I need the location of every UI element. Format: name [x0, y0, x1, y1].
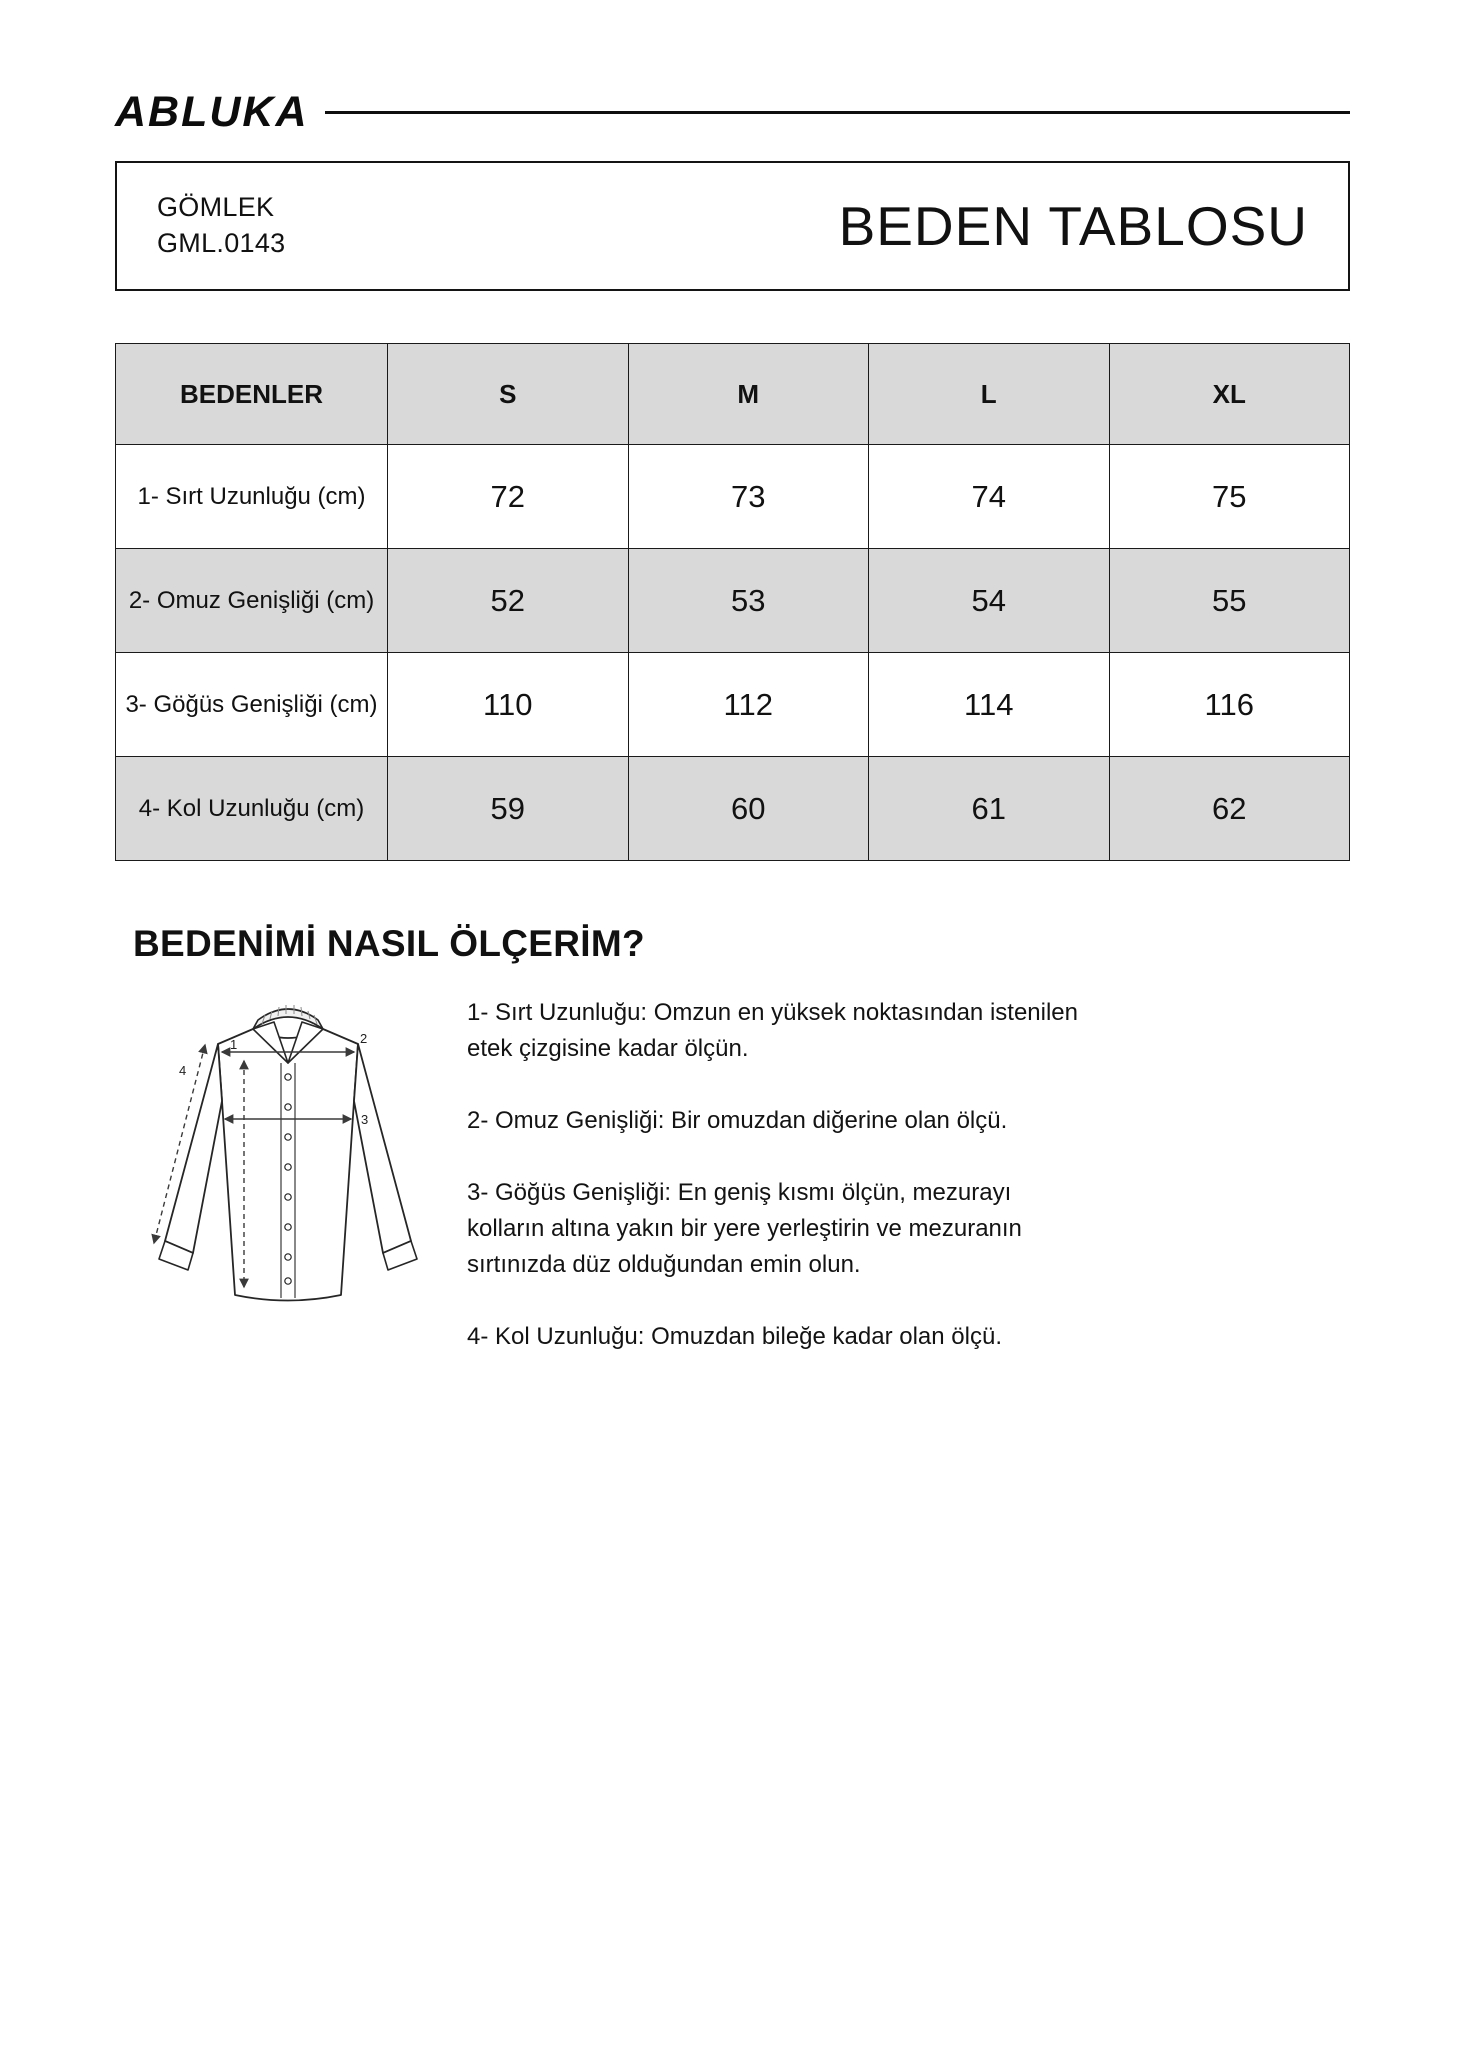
diagram-label-2: 2	[360, 1031, 368, 1046]
instruction-chest-width: 3- Göğüs Genişliği: En geniş kısmı ölçün, mezurayı kolların altına yakın bir yere yerleştirin ve mezuranın sırtınızda düz olduğundan emin olun.	[467, 1179, 1022, 1278]
header-size-xl: XL	[1109, 344, 1350, 445]
cell-value: 55	[1109, 549, 1350, 653]
cell-value: 73	[628, 445, 869, 549]
shirt-illustration	[123, 989, 453, 1319]
header-size-m: M	[628, 344, 869, 445]
brand-logo: ABLUKA	[115, 88, 309, 136]
product-info	[157, 190, 285, 261]
table-row	[116, 549, 1350, 653]
cell-value: 59	[388, 757, 629, 861]
page-title: BEDEN TABLOSU	[838, 195, 1308, 257]
row-label-back-length: 1- Sırt Uzunluğu (cm)	[116, 445, 388, 549]
cell-value: 72	[388, 445, 629, 549]
table-header-row	[116, 344, 1350, 445]
cell-value: 116	[1109, 653, 1350, 757]
measure-instructions	[467, 989, 1087, 1391]
diagram-label-3: 3	[361, 1112, 369, 1127]
table-row	[116, 757, 1350, 861]
row-label-sleeve-length: 4- Kol Uzunluğu (cm)	[116, 757, 388, 861]
header-rule	[325, 111, 1350, 114]
cell-value: 110	[388, 653, 629, 757]
cell-value: 61	[869, 757, 1110, 861]
cell-value: 53	[628, 549, 869, 653]
diagram-label-1: 1	[230, 1037, 238, 1052]
cell-value: 114	[869, 653, 1110, 757]
header-size-s: S	[388, 344, 629, 445]
cell-value: 112	[628, 653, 869, 757]
cell-value: 62	[1109, 757, 1350, 861]
shirt-diagram	[123, 989, 453, 1319]
shirt-right-sleeve	[354, 1044, 411, 1253]
table-row	[116, 653, 1350, 757]
instruction-sleeve-length: 4- Kol Uzunluğu: Omuzdan bileğe kadar olan ölçü.	[467, 1323, 1002, 1350]
header-bedenler: BEDENLER	[116, 344, 388, 445]
cell-value: 75	[1109, 445, 1350, 549]
measure-section	[115, 989, 1350, 1391]
brand-header	[115, 88, 1350, 137]
diagram-label-4: 4	[179, 1063, 187, 1078]
cell-value: 74	[869, 445, 1110, 549]
row-label-shoulder-width: 2- Omuz Genişliği (cm)	[116, 549, 388, 653]
size-table	[115, 343, 1350, 861]
title-box	[115, 161, 1350, 291]
row-label-chest-width: 3- Göğüs Genişliği (cm)	[116, 653, 388, 757]
cell-value: 60	[628, 757, 869, 861]
shirt-left-sleeve	[165, 1044, 222, 1253]
table-row	[116, 445, 1350, 549]
product-type: GÖMLEK	[157, 192, 275, 223]
cell-value: 52	[388, 549, 629, 653]
section-heading: BEDENİMİ NASIL ÖLÇERİM?	[133, 923, 645, 964]
cell-value: 54	[869, 549, 1110, 653]
header-size-l: L	[869, 344, 1110, 445]
instruction-shoulder-width: 2- Omuz Genişliği: Bir omuzdan diğerine olan ölçü.	[467, 1107, 1008, 1134]
product-code: GML.0143	[157, 228, 286, 258]
instruction-back-length: 1- Sırt Uzunluğu: Omzun en yüksek noktasından istenilen etek çizgisine kadar ölçün.	[467, 999, 1078, 1062]
